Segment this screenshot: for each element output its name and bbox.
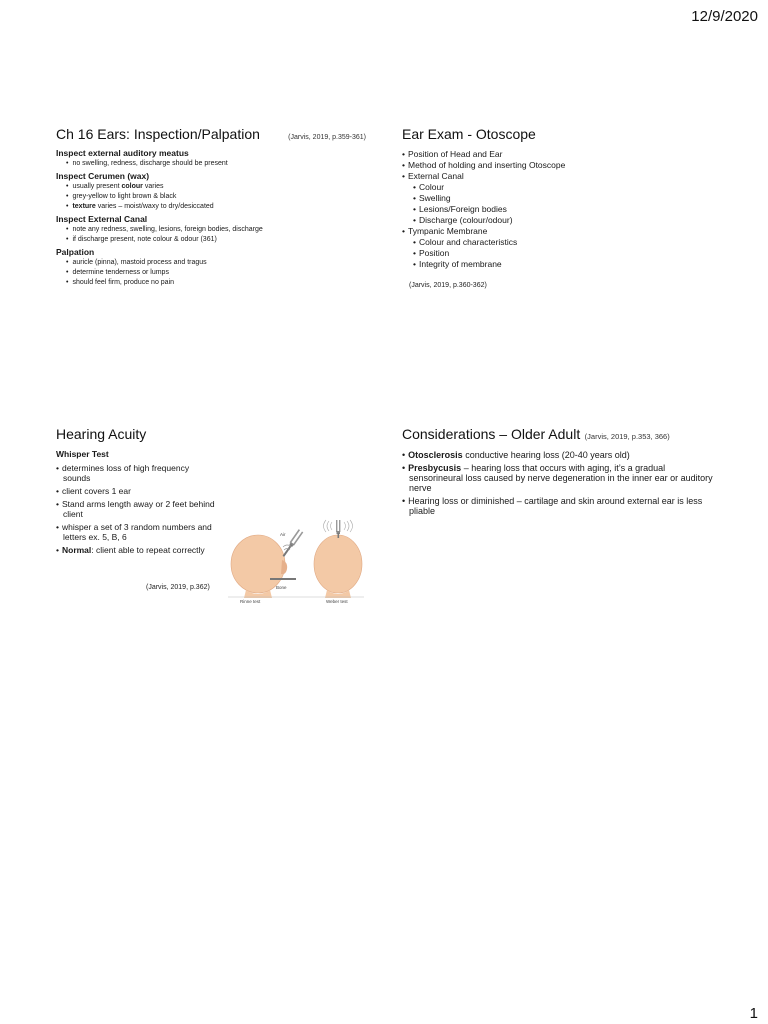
list-item: • whisper a set of 3 random numbers and letters ex. 5, B, 6 — [56, 522, 216, 542]
section-list — [66, 159, 366, 169]
slide-title: Hearing Acuity — [56, 426, 147, 442]
sub-list — [413, 182, 722, 226]
figure-caption-weber: Weber test — [326, 599, 348, 604]
slide-title: Considerations – Older Adult — [402, 426, 581, 442]
slide-citation: (Jarvis, 2019, p.362) — [146, 584, 210, 591]
slide-title: Ch 16 Ears: Inspection/Palpation — [56, 126, 260, 142]
list-item: • client covers 1 ear — [56, 486, 216, 496]
list-item: • Method of holding and inserting Otoscope — [402, 160, 722, 171]
list-item — [402, 226, 722, 270]
sub-list-item: • Discharge (colour/odour) — [413, 215, 722, 226]
text-run: usually present — [72, 183, 122, 190]
sub-list-item: • Position — [413, 248, 722, 259]
bullet-list — [402, 450, 718, 516]
weber-head — [314, 535, 362, 593]
weber-sound-waves-icon — [324, 520, 353, 532]
section-list — [66, 225, 366, 245]
slide-citation: (Jarvis, 2019, p.353, 366) — [584, 432, 670, 441]
print-date: 12/9/2020 — [691, 8, 758, 25]
bold-text: colour — [121, 183, 143, 190]
text-run: varies – moist/waxy to dry/desiccated — [95, 203, 214, 210]
sub-list — [413, 237, 722, 270]
figure-caption-rinne: Rinne test — [240, 599, 261, 604]
page-number: 1 — [749, 1005, 758, 1022]
section-heading: Inspect External Canal — [56, 214, 148, 224]
bold-text: Presbycusis — [408, 463, 462, 473]
rinne-ear — [281, 560, 287, 574]
section-heading: Inspect external auditory meatus — [56, 148, 189, 158]
list-item-label: Tympanic Membrane — [407, 226, 488, 236]
sub-list-item: • Colour and characteristics — [413, 237, 722, 248]
section-heading: Whisper Test — [56, 449, 109, 459]
sub-list-item: • Swelling — [413, 193, 722, 204]
slide-body — [56, 148, 366, 288]
bold-text: texture — [72, 203, 96, 210]
sub-list-item: • Lesions/Foreign bodies — [413, 204, 722, 215]
list-item-label: External Canal — [407, 171, 464, 181]
section-heading: Palpation — [56, 247, 95, 257]
bullet-list — [402, 149, 722, 270]
sub-list-item: • Integrity of membrane — [413, 259, 722, 270]
list-item: • Stand arms length away or 2 feet behind client — [56, 499, 216, 519]
section-list — [66, 258, 366, 288]
text-run: : client able to repeat correctly — [91, 545, 205, 555]
list-item — [402, 171, 722, 226]
list-item: • should feel firm, produce no pain — [66, 278, 366, 288]
slide-title: Ear Exam - Otoscope — [402, 126, 536, 142]
list-item: • determine tenderness or lumps — [66, 268, 366, 278]
list-item: • Position of Head and Ear — [402, 149, 722, 160]
rinne-weber-figure — [226, 514, 366, 604]
list-item — [66, 202, 366, 212]
slide-hearing-acuity — [56, 426, 366, 606]
list-item: • determines loss of high frequency sounds — [56, 463, 216, 483]
slide-otoscope — [402, 126, 722, 289]
list-item: • grey-yellow to light brown & black — [66, 192, 366, 202]
list-item — [56, 545, 216, 555]
slide-citation: (Jarvis, 2019, p.360-362) — [409, 282, 487, 289]
section-heading: Inspect Cerumen (wax) — [56, 171, 150, 181]
sub-list-item: • Colour — [413, 182, 722, 193]
list-item: • no swelling, redness, discharge should be present — [66, 159, 366, 169]
list-item: • Hearing loss or diminished – cartilage and skin around external ear is less pliable — [402, 496, 718, 516]
list-item: • note any redness, swelling, lesions, foreign bodies, discharge — [66, 225, 366, 235]
section-list — [66, 182, 366, 212]
list-item — [402, 450, 718, 460]
slide-citation: (Jarvis, 2019, p.359-361) — [288, 134, 366, 141]
text-run: conductive hearing loss (20-40 years old) — [462, 450, 630, 460]
list-item — [402, 463, 718, 493]
list-item: • if discharge present, note colour & odour (361) — [66, 235, 366, 245]
list-item: • auricle (pinna), mastoid process and tragus — [66, 258, 366, 268]
figure-label-bone: Bone — [276, 585, 287, 590]
slide-inspection-palpation — [56, 126, 366, 288]
bullet-list — [56, 463, 216, 555]
bold-text: Otosclerosis — [408, 450, 463, 460]
slide-title-row — [56, 126, 366, 142]
figure-label-air: Air — [280, 532, 286, 537]
slide-title-row — [402, 426, 718, 444]
list-item — [66, 182, 366, 192]
bold-text: Normal — [61, 545, 92, 555]
text-run: varies — [142, 183, 164, 190]
bone-pointer — [270, 578, 296, 580]
slide-older-adult — [402, 426, 718, 519]
text-run: – hearing loss that occurs with aging, it’s a gradual sensorineural loss caused by nerve degeneration in the inner ear or auditory nerve — [409, 463, 713, 493]
